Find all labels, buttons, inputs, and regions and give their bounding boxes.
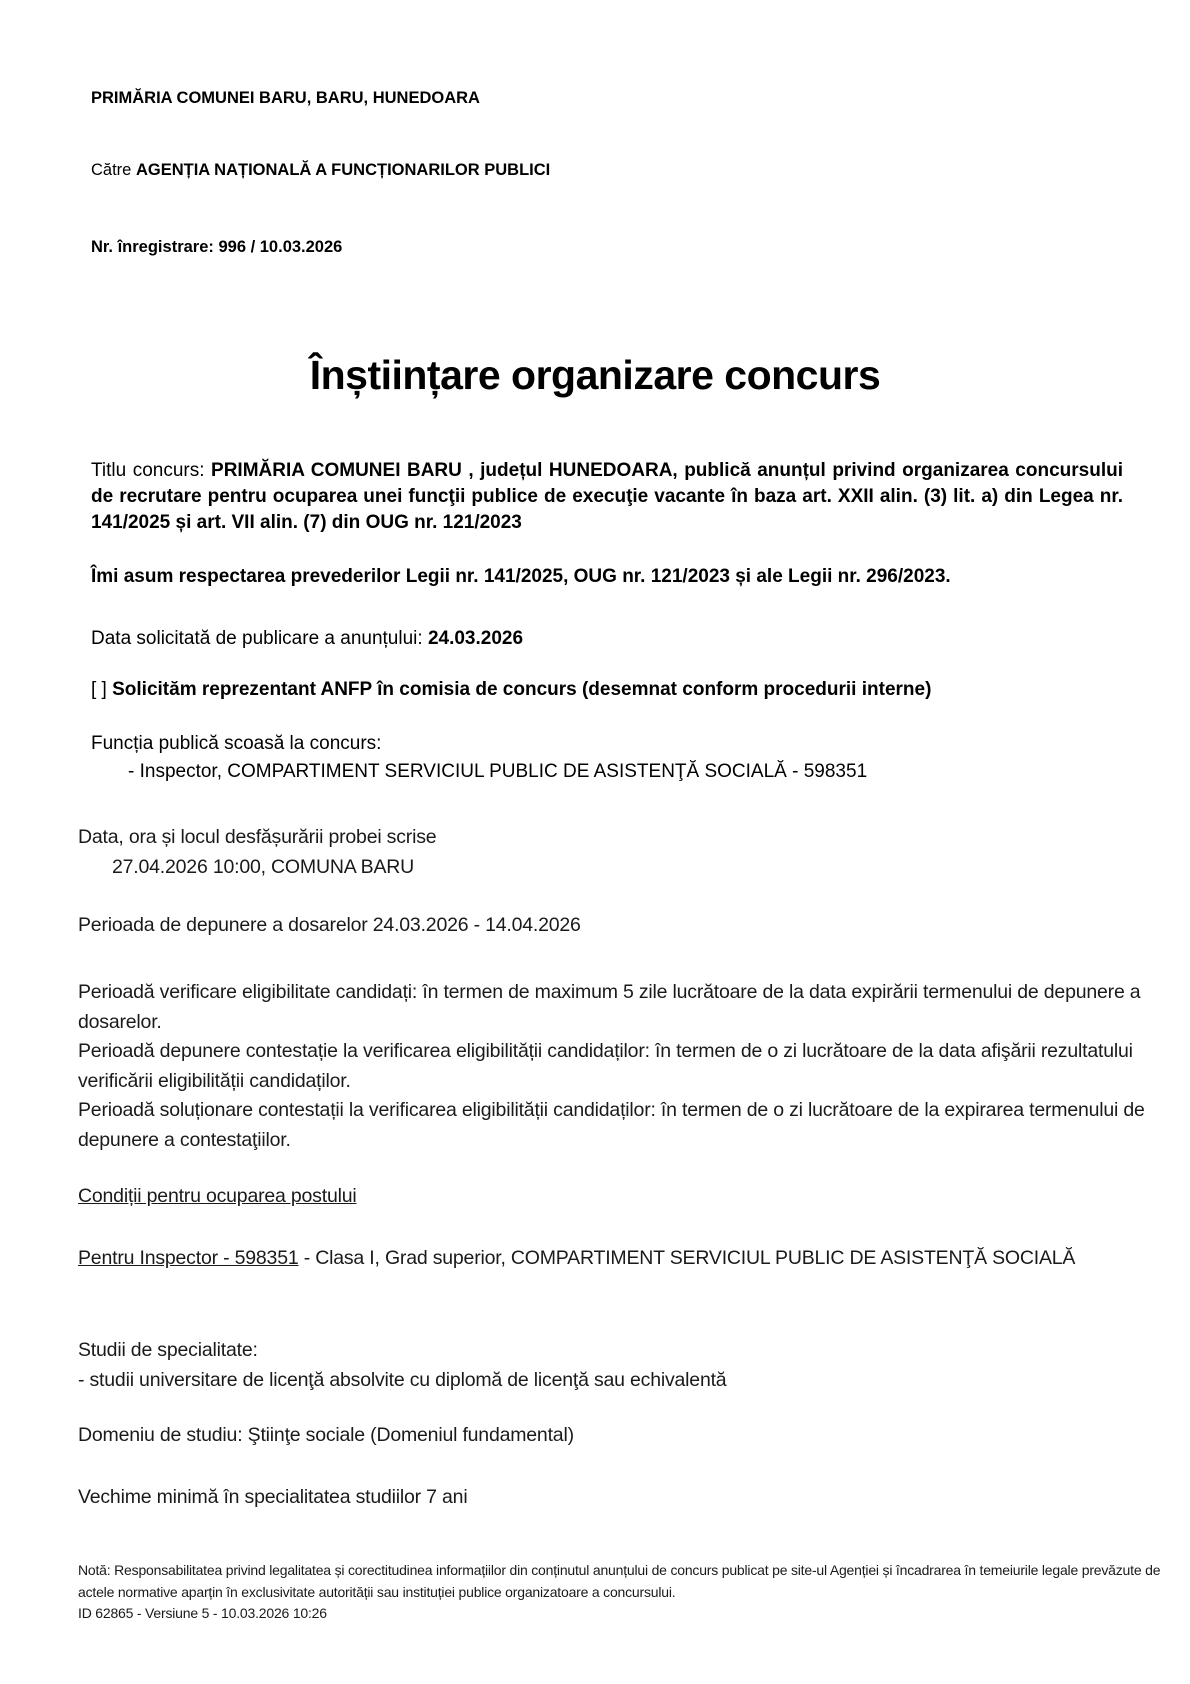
eligibility-paragraphs — [78, 978, 1163, 1155]
contest-title-body: PRIMĂRIA COMUNEI BARU , județul HUNEDOARA, publică anunțul privind organizarea concursului de recrutare pentru ocuparea unei funcţii publice de execuţie vacante în baza art. XXII alin. (3) lit. a) din Legea nr. 141/2025 și art. VII alin. (7) din OUG nr. 121/2023 — [91, 460, 1123, 533]
anfp-request-line — [91, 677, 931, 703]
addressee-line — [91, 160, 550, 181]
addressee-prefix: Către — [91, 161, 136, 179]
checkbox-mark: [ ] — [91, 679, 113, 700]
studies-block — [78, 1336, 1163, 1395]
contestation-submission-paragraph: Perioadă depunere contestație la verificarea eligibilității candidaților: în termen de o zi lucrătoare de la data afişării rezultatului verificării eligibilității candidaților. — [78, 1040, 1133, 1092]
position-conditions-line — [78, 1244, 1163, 1274]
publish-date-label: Data solicitată de publicare a anunțului: — [91, 628, 428, 649]
conditions-heading: Condiții pentru ocuparea postului — [78, 1185, 357, 1207]
position-label: Funcția publică scoasă la concurs: — [91, 733, 382, 754]
registration-label: Nr. înregistrare: — [91, 238, 219, 256]
registration-number: 996 / 10.03.2026 — [218, 238, 343, 256]
anfp-request-text: Solicităm reprezentant ANFP în comisia de concurs (desemnat conform procedurii interne) — [112, 679, 932, 700]
addressee-agency: AGENȚIA NAȚIONALĂ A FUNCȚIONARILOR PUBLICI — [135, 161, 551, 179]
study-domain-line: Domeniu de studiu: Ştiinţe sociale (Domeniul fundamental) — [78, 1424, 574, 1446]
publish-date-value: 24.03.2026 — [427, 628, 524, 649]
written-test-value: 27.04.2026 10:00, COMUNA BARU — [112, 856, 415, 878]
publish-date-line — [91, 626, 523, 652]
assume-statement: Îmi asum respectarea prevederilor Legii nr. 141/2025, OUG nr. 121/2023 și ale Legii nr. 296/2023. — [91, 566, 951, 587]
registration-line — [91, 237, 342, 258]
footer-id-line: ID 62865 - Versiune 5 - 10.03.2026 10:26 — [78, 1605, 327, 1621]
position-item: - Inspector, COMPARTIMENT SERVICIUL PUBLIC DE ASISTENŢĂ SOCIALĂ - 598351 — [128, 761, 868, 782]
footer-note: Notă: Responsabilitatea privind legalitatea și corectitudinea informațiilor din conținutul anunțului de concurs publicat pe site-ul Agenției și încadrarea în temeiurile legale prevăzute de actele normative aparțin în exclusivitate autorității sau instituției publice organizatoare a concursului. — [78, 1562, 1161, 1600]
footer-block — [78, 1560, 1163, 1625]
seniority-line: Vechime minimă în specialitatea studiilor 7 ani — [78, 1486, 468, 1508]
studies-label: Studii de specialitate: — [78, 1339, 258, 1361]
eligibility-verification-paragraph: Perioadă verificare eligibilitate candidați: în termen de maximum 5 zile lucrătoare de la data expirării termenului de depunere a dosarelor. — [78, 981, 1141, 1033]
document-title: Înștiințare organizare concurs — [309, 352, 881, 398]
position-details: - Clasa I, Grad superior, COMPARTIMENT SERVICIUL PUBLIC DE ASISTENŢĂ SOCIALĂ — [298, 1247, 1076, 1269]
submission-period-line: Perioada de depunere a dosarelor 24.03.2026 - 14.04.2026 — [78, 914, 581, 936]
contest-title-label: Titlu concurs: — [91, 460, 212, 481]
studies-item: - studii universitare de licenţă absolvite cu diplomă de licenţă sau echivalentă — [78, 1368, 727, 1391]
contestation-resolution-paragraph: Perioadă soluționare contestații la verificarea eligibilității candidaților: în termen de o zi lucrătoare de la expirarea termenului de depunere a contestaţiilor. — [78, 1099, 1145, 1151]
position-reference: Pentru Inspector - 598351 — [78, 1247, 299, 1269]
contest-title-paragraph — [91, 458, 1123, 536]
organization-name: PRIMĂRIA COMUNEI BARU, BARU, HUNEDOARA — [91, 89, 480, 107]
written-test-label: Data, ora și locul desfășurării probei scrise — [78, 826, 437, 848]
